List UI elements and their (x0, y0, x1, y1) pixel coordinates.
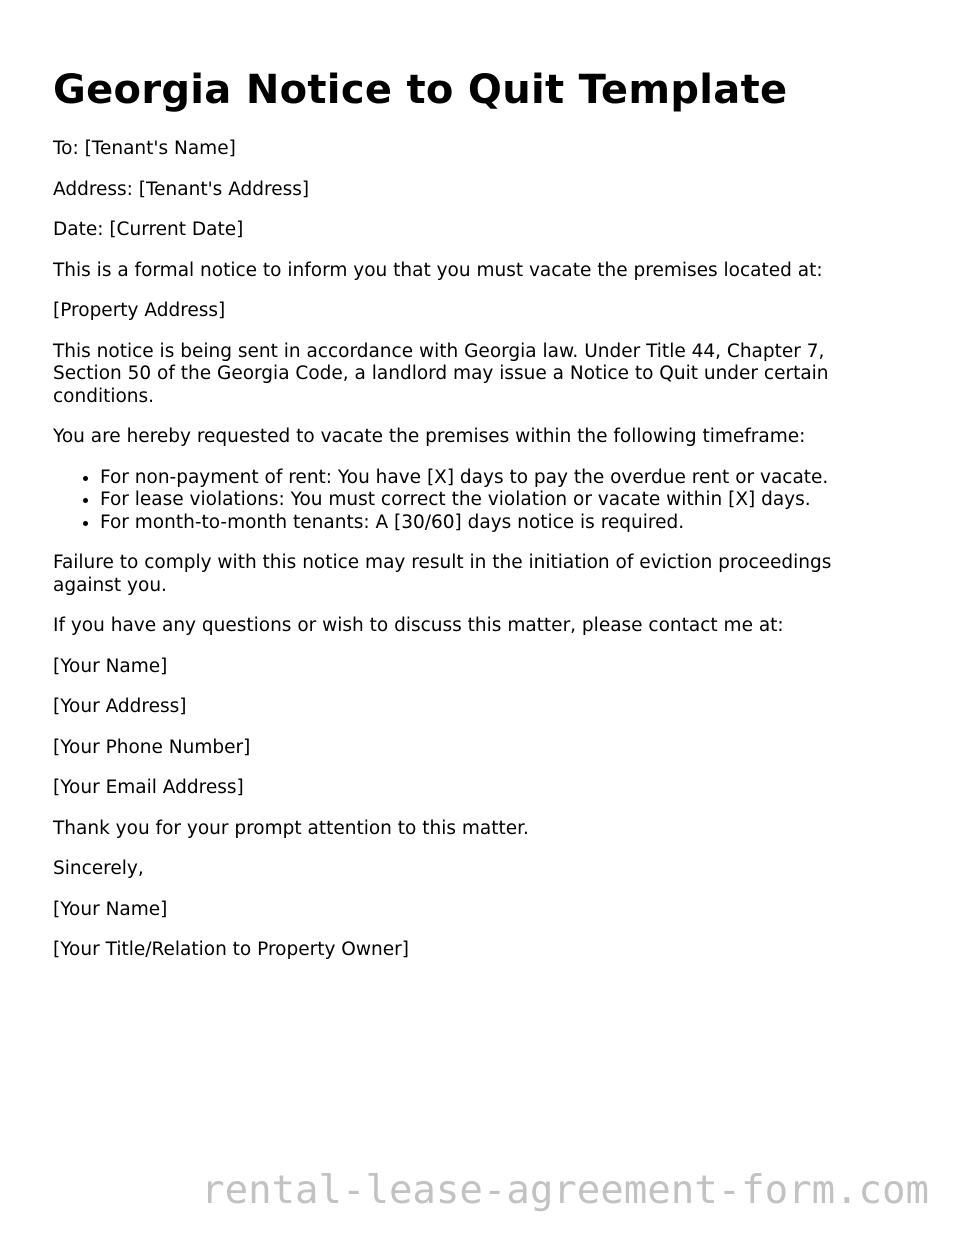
signature-title: [Your Title/Relation to Property Owner] (53, 939, 409, 960)
thanks-line: Thank you for your prompt attention to this matter. (53, 817, 529, 839)
recipient-address-line: Address: [Tenant's Address] (53, 178, 310, 200)
property-address: [Property Address] (53, 300, 226, 321)
date-line: Date: [Current Date] (53, 219, 244, 240)
recipient-name-line: To: [Tenant's Name] (53, 138, 236, 159)
contact-name: [Your Name] (53, 655, 168, 677)
watermark-text: rental-lease-agreement-form.com (201, 1168, 929, 1213)
contact-email: [Your Email Address] (53, 777, 244, 798)
document-title: Georgia Notice to Quit Template (53, 67, 788, 113)
list-item: • For non-payment of rent: You have [X] days to pay the overdue rent or vacate. (100, 467, 897, 490)
timeframe-intro: You are hereby requested to vacate the premises within the following timeframe: (53, 426, 806, 447)
closing-line: Sincerely, (53, 858, 144, 879)
list-item: • For month-to-month tenants: A [30/60] days notice is required. (100, 512, 897, 535)
signature-name: [Your Name] (53, 898, 168, 920)
failure-warning-paragraph: Failure to comply with this notice may result in the initiation of eviction proceedings against you. (53, 552, 832, 596)
contact-intro: If you have any questions or wish to discuss this matter, please contact me at: (53, 615, 784, 636)
timeframe-list (53, 467, 897, 535)
list-item: • For lease violations: You must correct the violation or vacate within [X] days. (100, 489, 897, 512)
intro-paragraph: This is a formal notice to inform you that you must vacate the premises located at: (53, 259, 823, 281)
contact-address: [Your Address] (53, 696, 187, 717)
contact-phone: [Your Phone Number] (53, 736, 251, 758)
legal-basis-paragraph: This notice is being sent in accordance with Georgia law. Under Title 44, Chapter 7, Section 50 of the Georgia Code, a landlord may issue a Notice to Quit under certain conditions. (53, 340, 829, 407)
